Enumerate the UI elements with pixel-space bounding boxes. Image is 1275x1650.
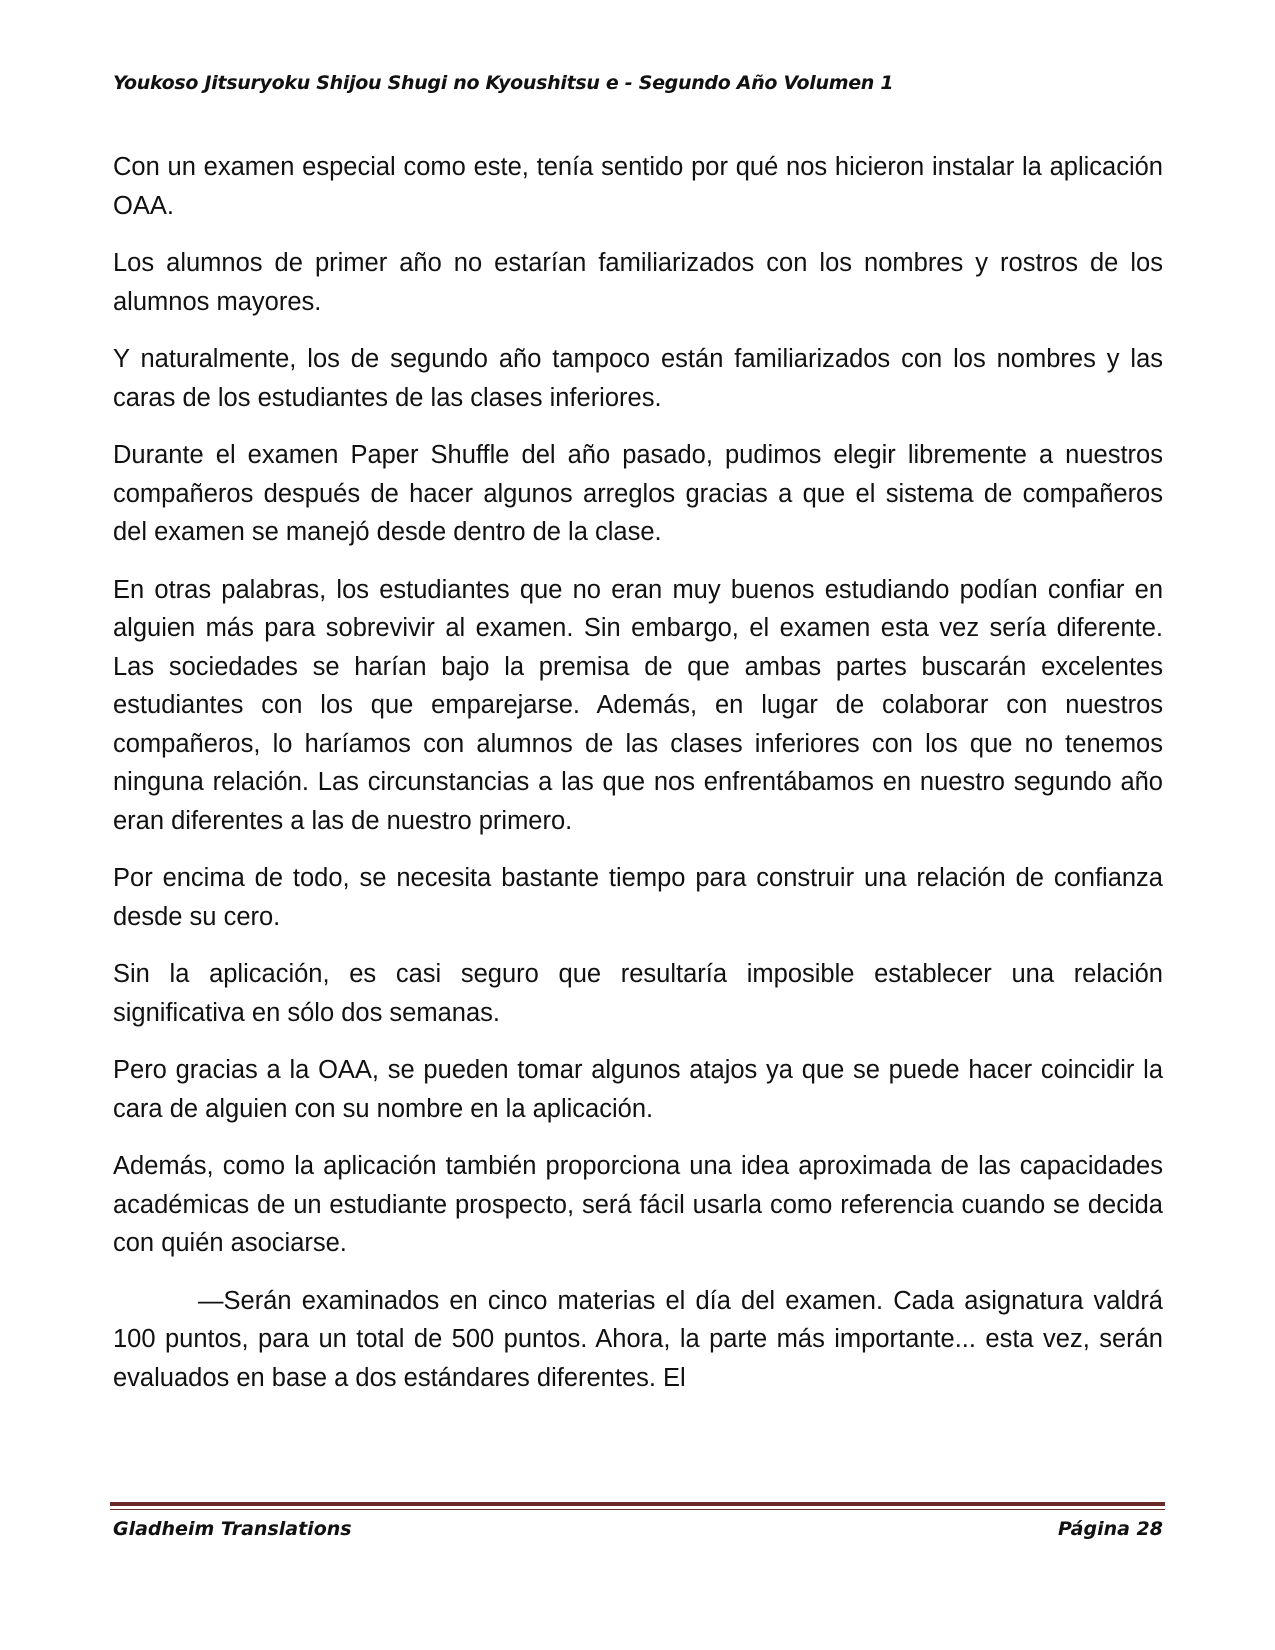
footer-credit: Gladheim Translations [113, 1518, 352, 1540]
paragraph-1: Con un examen especial como este, tenía sentido por qué nos hicieron instalar la aplicación OAA. [113, 153, 1163, 220]
paragraph-5: En otras palabras, los estudiantes que no eran muy buenos estudiando podían confiar en alguien más para sobrevivir al examen. Sin embargo, el examen esta vez sería diferente. Las sociedades se harían bajo la premisa de que ambas partes buscarán excelentes estudiantes con los que emparejarse. Además, en lugar de colaborar con nuestros compañeros, lo haríamos con alumnos de las clases inferiores con los que no tenemos ninguna relación. Las circunstancias a las que nos enfrentábamos en nuestro segundo año eran diferentes a las de nuestro primero. [113, 575, 1163, 835]
body-text [113, 148, 1163, 1397]
footer-divider-thin [110, 1509, 1165, 1510]
footer-divider-thick [110, 1502, 1165, 1506]
page-number: Página 28 [1057, 1518, 1163, 1540]
paragraph-2: Los alumnos de primer año no estarían familiarizados con los nombres y rostros de los alumnos mayores. [113, 249, 1163, 316]
footer-divider [110, 1502, 1165, 1510]
paragraph-9: Además, como la aplicación también proporciona una idea aproximada de las capacidades académicas de un estudiante prospecto, será fácil usarla como referencia cuando se decida con quién asociarse. [113, 1152, 1163, 1257]
page-footer [113, 1518, 1163, 1540]
paragraph-6: Por encima de todo, se necesita bastante tiempo para construir una relación de confianza desde su cero. [113, 864, 1163, 931]
paragraph-4: Durante el examen Paper Shuffle del año pasado, pudimos elegir libremente a nuestros compañeros después de hacer algunos arreglos gracias a que el sistema de compañeros del examen se manejó desde dentro de la clase. [113, 441, 1163, 546]
paragraph-8: Pero gracias a la OAA, se pueden tomar algunos atajos ya que se puede hacer coincidir la cara de alguien con su nombre en la aplicación. [113, 1056, 1163, 1123]
page-header-title: Youkoso Jitsuryoku Shijou Shugi no Kyoushitsu e - Segundo Año Volumen 1 [113, 72, 894, 94]
paragraph-3: Y naturalmente, los de segundo año tampoco están familiarizados con los nombres y las caras de los estudiantes de las clases inferiores. [113, 345, 1163, 412]
paragraph-10: —Serán examinados en cinco materias el día del examen. Cada asignatura valdrá 100 puntos, para un total de 500 puntos. Ahora, la parte más importante... esta vez, serán evaluados en base a dos estándares diferentes. El [113, 1286, 1163, 1392]
paragraph-7: Sin la aplicación, es casi seguro que resultaría imposible establecer una relación significativa en sólo dos semanas. [113, 960, 1163, 1027]
